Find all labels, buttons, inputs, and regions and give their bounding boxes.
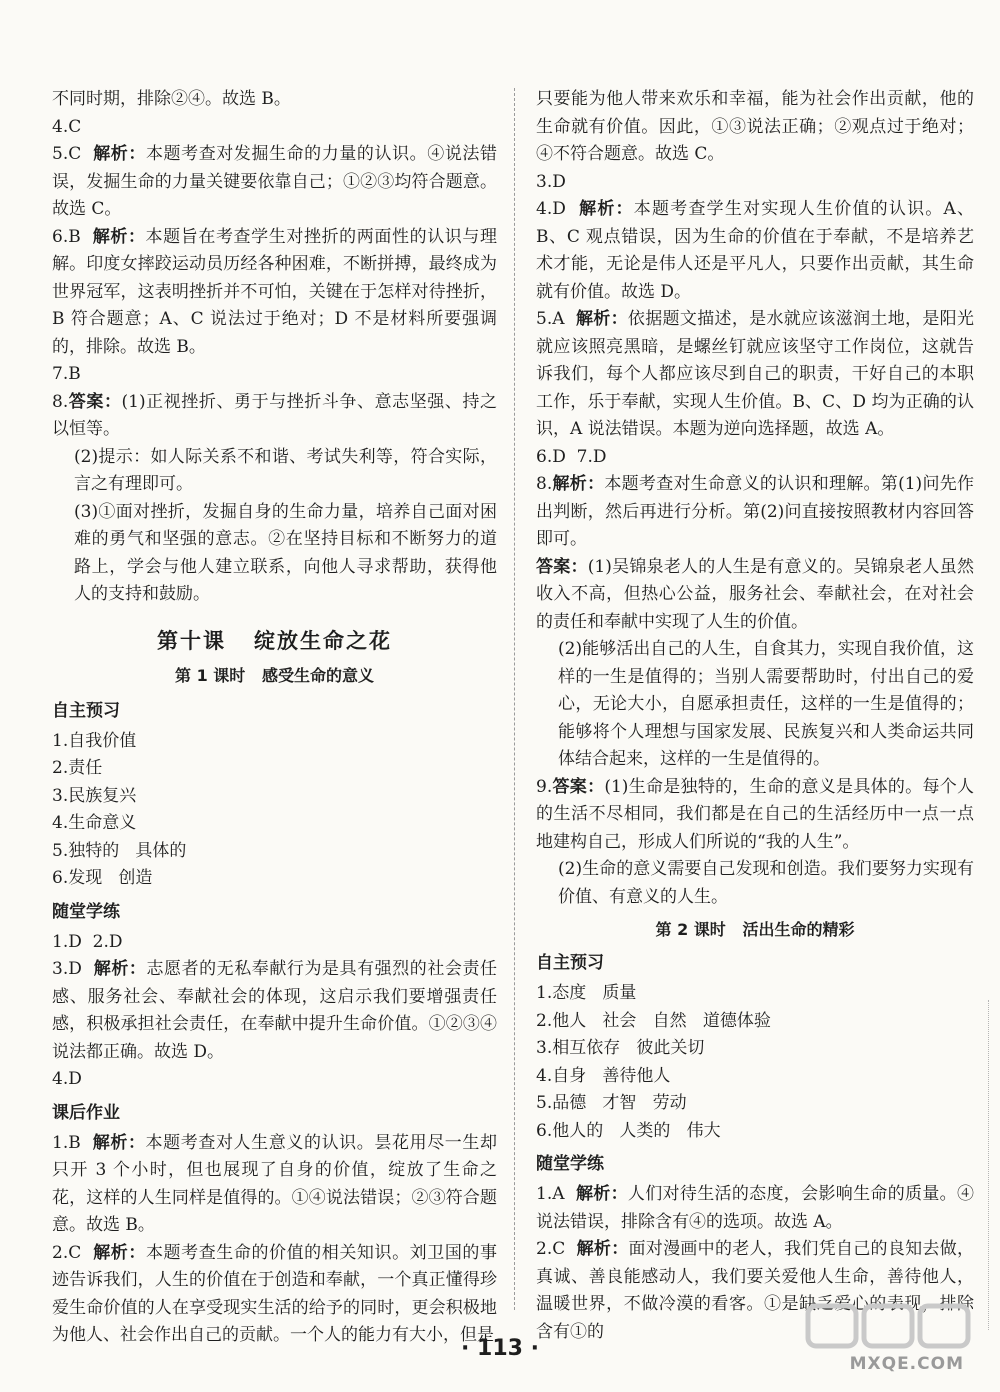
answer-keyword: 答案： xyxy=(536,556,588,577)
answer-line: 3.D xyxy=(536,171,566,192)
list-item: 3.民族复兴 xyxy=(52,785,137,806)
answer-line: 1.B 解析：本题考查对人生意义的认识。昙花用尽一生却只开 3 个小时，但也展现了自身的价值，绽放了生命之花，这样的人生同样是值得的。①④说法错误；②③符合题意。故选 B。 xyxy=(52,1132,498,1235)
list-item: 2.责任 xyxy=(52,758,103,778)
answer-keyword: 解析： xyxy=(575,1184,628,1204)
preview-list xyxy=(52,728,497,893)
answer-keyword: 解析： xyxy=(92,1132,146,1153)
page-edge-dots xyxy=(988,1000,989,1330)
list-item: 2.他人 社会 自然 道德体验 xyxy=(536,1010,771,1031)
left-column xyxy=(52,86,497,1350)
list-item: 5.独特的 具体的 xyxy=(52,840,187,861)
answer-line: 2.C 解析：本题考查生命的价值的相关知识。刘卫国的事迹告诉我们，人生的价值在于创造和奉献，一个真正懂得珍爱生命价值的人在享受现实生活的给予的同时，更会积极地为他人、社会作出自己的贡献。一个人的能力有大小，但是 xyxy=(52,1242,497,1345)
list-item: 1.自我价值 xyxy=(52,730,137,751)
answer-keyword: 解析： xyxy=(93,144,146,164)
answer-line: 6.D 7.D xyxy=(536,446,607,467)
answer-keyword: 解析： xyxy=(93,959,147,979)
answer-line: 8.答案：(1)正视挫折、勇于与挫折斗争、意志坚强、持之以恒等。 xyxy=(52,391,497,439)
answer-line: 2.C 解析：面对漫画中的老人，我们凭自己的良知去做，真诚、善良能感动人，我们要关爱他人生命，善待他人，温暖世界，不做冷漠的看客。①是缺乏爱心的表现，排除含有①的 xyxy=(536,1239,975,1342)
answer-line: 4.D 解析：本题考查学生对实现人生价值的认识。A、B、C 观点错误，因为生命的价值在于奉献，不是培养艺术才能，无论是伟人还是平凡人，只要作出贡献，其生命就有价值。故选 D。 xyxy=(536,199,975,302)
list-item: 5.品德 才智 劳动 xyxy=(536,1093,687,1113)
section-heading-practice: 随堂学练 xyxy=(52,901,120,922)
answer-line: (2)生命的意义需要自己发现和创造。我们要努力实现有价值、有意义的人生。 xyxy=(558,859,974,907)
answer-keyword: 答案： xyxy=(552,776,605,797)
answer-keyword: 解析： xyxy=(92,226,146,247)
answer-line: 5.A 解析：依据题文描述，是水就应该滋润土地，是阳光就应该照亮黑暗，是螺丝钉就应该坚守工作岗位，这就告诉我们，每个人都应该尽到自己的职责，干好自己的本职工作，乐于奉献，实现人生价值。B、C、D 均为正确的认识，A 说法错误。本题为逆向选择题，故选 A。 xyxy=(536,309,975,439)
answer-line: 9.答案：(1)生命是独特的，生命的意义是具体的。每个人的生活不尽相同，我们都是在自己的生活经历中一点一点地建构自己，形成人们所说的“我的人生”。 xyxy=(536,776,974,852)
list-item: 6.发现 创造 xyxy=(52,868,153,888)
period-title-1: 第 1 课时 感受生命的意义 xyxy=(175,665,374,685)
homework-list xyxy=(52,1130,497,1350)
list-item: 4.生命意义 xyxy=(52,813,137,833)
column-divider xyxy=(514,88,515,1310)
list-item: 1.态度 质量 xyxy=(536,983,637,1003)
answer-keyword: 答案： xyxy=(68,391,122,412)
list-item: 6.他人的 人类的 伟大 xyxy=(536,1120,721,1141)
answer-line: 5.C 解析：本题考查对发掘生命的力量的认识。④说法错误，发掘生命的力量关键要依靠自己；①②③均符合题意。故选 C。 xyxy=(52,144,497,219)
period-title-2: 第 2 课时 活出生命的精彩 xyxy=(655,920,855,939)
answer-line: 1.D 2.D xyxy=(52,931,123,952)
answer-line: (2)提示：如人际关系不和谐、考试失利等，符合实际，言之有理即可。 xyxy=(74,446,497,494)
list-item: 3.相互依存 彼此关切 xyxy=(536,1038,705,1058)
answer-keyword: 解析： xyxy=(93,1242,146,1263)
section-heading-preview: 自主预习 xyxy=(536,953,604,973)
answer-line: 不同时期，排除②④。故选 B。 xyxy=(52,89,291,109)
answer-keyword: 解析： xyxy=(579,199,634,219)
section-heading-practice: 随堂学练 xyxy=(536,1154,604,1174)
answer-line: 只要能为他人带来欢乐和幸福，能为社会作出贡献，他的生命就有价值。因此，①③说法正确；②观点过于绝对；④不符合题意。故选 C。 xyxy=(536,89,974,164)
left-answers xyxy=(52,86,497,609)
answer-line: 4.C xyxy=(52,116,82,137)
answer-keyword: 解析： xyxy=(552,474,605,494)
answer-line: 3.D 解析：志愿者的无私奉献行为是具有强烈的社会责任感、服务社会、奉献社会的体现，这启示我们要增强责任感，积极承担社会责任，在奉献中提升生命价值。①②③④说法都正确。故选 D。 xyxy=(52,959,498,1062)
answer-line: 7.B xyxy=(52,364,81,384)
section-heading-preview: 自主预习 xyxy=(52,700,120,721)
lesson-title: 第十课 绽放生命之花 xyxy=(157,628,392,653)
page-number: · 113 · xyxy=(461,1336,539,1361)
answer-line: 1.A 解析：人们对待生活的态度，会影响生命的质量。④说法错误，排除含有④的选项。故选 A。 xyxy=(536,1184,975,1232)
list-item: 4.自身 善待他人 xyxy=(536,1065,671,1086)
answer-keyword: 解析： xyxy=(576,1239,629,1259)
section-heading-homework: 课后作业 xyxy=(52,1102,120,1123)
right-answers xyxy=(536,86,974,911)
watermark-logo xyxy=(788,1300,978,1378)
practice-list xyxy=(52,929,497,1094)
watermark-text: MXQE.COM xyxy=(849,1354,964,1374)
answer-keyword: 解析： xyxy=(575,309,628,329)
answer-line: (3)①面对挫折，发掘自身的生命力量，培养自己面对困难的勇气和坚强的意志。②在坚持目标和不断努力的道路上，学会与他人建立联系，向他人寻求帮助，获得他人的支持和鼓励。 xyxy=(74,501,497,604)
answer-line: 8.解析：本题考查对生命意义的认识和理解。第(1)问先作出判断，然后再进行分析。第(2)问直接按照教材内容回答即可。 xyxy=(536,474,974,549)
answer-line: (2)能够活出自己的人生，自食其力，实现自我价值，这样的一生是值得的；当别人需要帮助时，付出自己的爱心，无论大小，自愿承担责任，这样的一生是值得的；能够将个人理想与国家发展、民族复兴和人类命运共同体结合起来，这样的一生是值得的。 xyxy=(558,639,974,769)
right-column xyxy=(536,86,974,1346)
answer-line: 6.B 解析：本题旨在考查学生对挫折的两面性的认识与理解。印度女摔跤运动员历经各种困难，不断拼搏，最终成为世界冠军，这表明挫折并不可怕，关键在于怎样对待挫折，B 符合题意；A、C 说法过于绝对；D 不是材料所要强调的，排除。故选 B。 xyxy=(52,226,498,357)
answer-line: 答案：(1)吴锦泉老人的人生是有意义的。吴锦泉老人虽然收入不高，但热心公益，服务社会、奉献社会，在对社会的责任和奉献中实现了人生的价值。 xyxy=(536,556,974,632)
answer-line: 4.D xyxy=(52,1069,82,1089)
preview-list xyxy=(536,980,974,1145)
